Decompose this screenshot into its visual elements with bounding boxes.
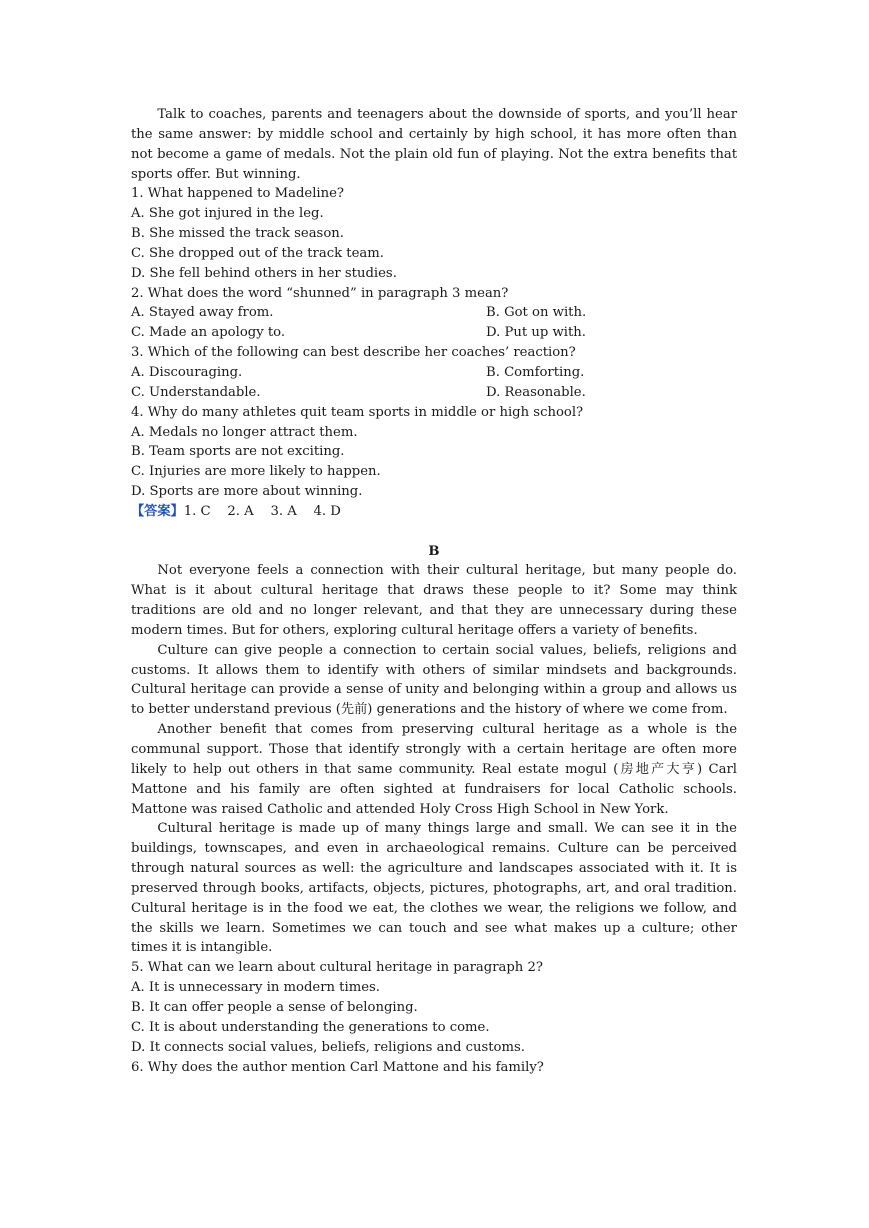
spacer	[131, 522, 737, 542]
option-c: C. Injuries are more likely to happen.	[131, 464, 381, 480]
option-b: B. It can offer people a sense of belonging.	[131, 999, 418, 1015]
option-a: A. She got injured in the leg.	[131, 206, 324, 222]
option-b: B. She missed the track season.	[131, 226, 344, 242]
question-1	[131, 184, 737, 283]
options-row	[131, 383, 737, 403]
option-a: A. Medals no longer attract them.	[131, 424, 358, 440]
question-2	[131, 284, 737, 344]
option-d: D. It connects social values, beliefs, religions and customs.	[131, 1039, 525, 1055]
question-6	[131, 1058, 737, 1078]
question-4	[131, 403, 737, 502]
option-a: A. Stayed away from.	[131, 305, 274, 321]
option-d: D. Sports are more about winning.	[131, 484, 363, 500]
question-5	[131, 958, 737, 1057]
option-b: B. Comforting.	[486, 364, 585, 380]
option-c: C. Understandable.	[131, 384, 261, 400]
document-page	[131, 105, 737, 1077]
option-c: C. Made an apology to.	[131, 325, 286, 341]
option-a: A. It is unnecessary in modern times.	[131, 980, 380, 996]
options-row	[131, 323, 737, 343]
option-b: B. Team sports are not exciting.	[131, 444, 345, 460]
options-row	[131, 303, 737, 323]
question-3	[131, 343, 737, 403]
passage-paragraph: Another benefit that comes from preserving cultural heritage as a whole is the communal support. Those that identify strongly with a certain heritage are often more likely to help out others in that same community. Real estate mogul (房地产大亨) Carl Mattone and his family are often sighted at fundraisers for local Catholic schools. Mattone was raised Catholic and attended Holy Cross High School in New York.	[131, 722, 737, 817]
option-a: A. Discouraging.	[131, 364, 243, 380]
option-d: D. Put up with.	[486, 325, 586, 341]
passage-paragraph: Not everyone feels a connection with their cultural heritage, but many people do. What is it about cultural heritage that draws these people to it? Some may think traditions are old and no longer relevant, and that they are unnecessary during these modern times. But for others, exploring cultural heritage offers a variety of benefits.	[131, 563, 737, 638]
question-stem: 4. Why do many athletes quit team sports in middle or high school?	[131, 404, 584, 420]
option-d: D. Reasonable.	[486, 384, 586, 400]
section-title: B	[428, 543, 440, 559]
option-c: C. It is about understanding the generations to come.	[131, 1019, 490, 1035]
question-stem: 3. Which of the following can best describe her coaches’ reaction?	[131, 345, 576, 361]
option-c: C. She dropped out of the track team.	[131, 245, 384, 261]
answer-line	[131, 502, 737, 522]
passage-paragraph: Culture can give people a connection to certain social values, beliefs, religions and customs. It allows them to identify with others of similar mindsets and backgrounds. Cultural heritage can provide a sense of unity and belonging within a group and allows us to better understand previous (先前) generations and the history of where we come from.	[131, 642, 737, 718]
option-b: B. Got on with.	[486, 305, 587, 321]
answer-key: 1. C 2. A 3. A 4. D	[183, 503, 341, 519]
question-stem: 5. What can we learn about cultural heritage in paragraph 2?	[131, 960, 543, 976]
question-stem: 1. What happened to Madeline?	[131, 186, 344, 202]
option-d: D. She fell behind others in her studies.	[131, 265, 397, 281]
question-stem: 6. Why does the author mention Carl Mattone and his family?	[131, 1059, 544, 1075]
question-stem: 2. What does the word “shunned” in paragraph 3 mean?	[131, 285, 509, 301]
passage-paragraph: Cultural heritage is made up of many things large and small. We can see it in the buildings, townscapes, and even in archaeological remains. Culture can be perceived through natural sources as well: the agriculture and landscapes associated with it. It is preserved through books, artifacts, objects, pictures, photographs, art, and oral tradition. Cultural heritage is in the food we eat, the clothes we wear, the religions we follow, and the skills we learn. Sometimes we can touch and see what makes up a culture; other times it is intangible.	[131, 821, 737, 956]
answer-label: 【答案】	[131, 503, 184, 519]
options-row	[131, 363, 737, 383]
passage-paragraph: Talk to coaches, parents and teenagers about the downside of sports, and you’ll hear the same answer: by middle school and certainly by high school, it has more often than not become a game of medals. Not the plain old fun of playing. Not the extra benefits that sports offer. But winning.	[131, 107, 737, 182]
